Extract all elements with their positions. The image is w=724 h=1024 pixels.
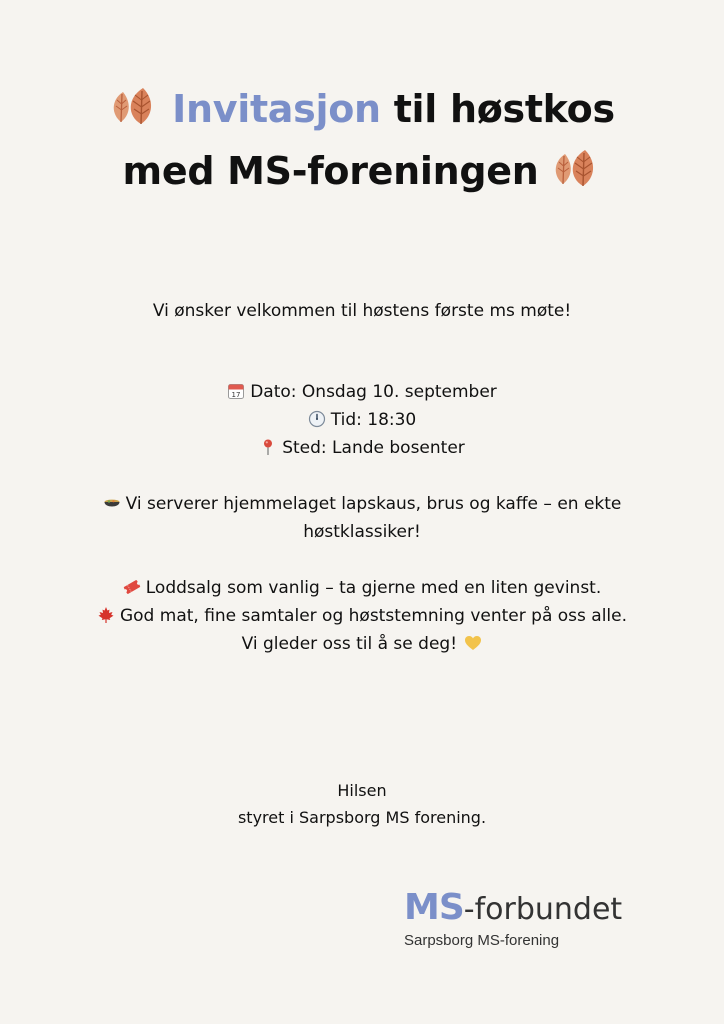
ms-forbundet-logo xyxy=(404,888,664,958)
time-line xyxy=(0,406,724,434)
leaf-icon xyxy=(551,148,601,188)
signature: styret i Sarpsborg MS forening. xyxy=(237,808,487,827)
calendar-icon xyxy=(227,382,245,400)
food-line xyxy=(70,490,654,546)
mood-line xyxy=(0,602,724,630)
closing-line xyxy=(0,630,724,658)
heart-icon xyxy=(464,634,482,652)
place-line xyxy=(0,434,724,462)
title-line-2-text: med MS-foreningen xyxy=(122,149,552,193)
pin-icon xyxy=(259,438,277,456)
invitation-title xyxy=(0,78,724,202)
place-text: Sted: Lande bosenter xyxy=(282,438,465,458)
date-text: Dato: Onsdag 10. september xyxy=(250,382,497,402)
leaf-icon xyxy=(109,86,159,126)
logo-wordmark xyxy=(404,888,664,930)
clock-icon xyxy=(308,410,326,428)
title-line-1 xyxy=(0,78,724,140)
food-paragraph xyxy=(0,490,724,546)
lottery-line xyxy=(0,574,724,602)
title-accent-word: Invitasjon xyxy=(172,87,381,131)
time-text: Tid: 18:30 xyxy=(330,410,417,430)
title-line-1-rest: til høstkos xyxy=(380,87,615,131)
lottery-text: Loddsalg som vanlig – ta gjerne med en liten gevinst. xyxy=(145,578,602,598)
logo-forbundet: -forbundet xyxy=(463,892,623,927)
logo-ms: MS xyxy=(404,887,464,928)
food-text: Vi serverer hjemmelaget lapskaus, brus og kaffe – en ekte høstklassiker! xyxy=(125,494,622,542)
svg-text:17: 17 xyxy=(231,391,241,399)
ticket-icon xyxy=(123,578,141,596)
event-details xyxy=(0,378,724,462)
welcome-text: Vi ønsker velkommen til høstens første ms møte! xyxy=(152,301,572,321)
logo-subtitle: Sarpsborg MS-forening xyxy=(404,932,560,949)
signoff xyxy=(0,777,724,831)
title-line-2 xyxy=(0,140,724,202)
maple-leaf-icon xyxy=(97,606,115,624)
date-line xyxy=(0,378,724,406)
mood-text: God mat, fine samtaler og høststemning venter på oss alle. xyxy=(119,606,628,626)
greeting: Hilsen xyxy=(337,781,387,800)
bowl-icon xyxy=(103,494,121,512)
extra-info xyxy=(0,574,724,658)
closing-text: Vi gleder oss til å se deg! xyxy=(241,634,458,654)
